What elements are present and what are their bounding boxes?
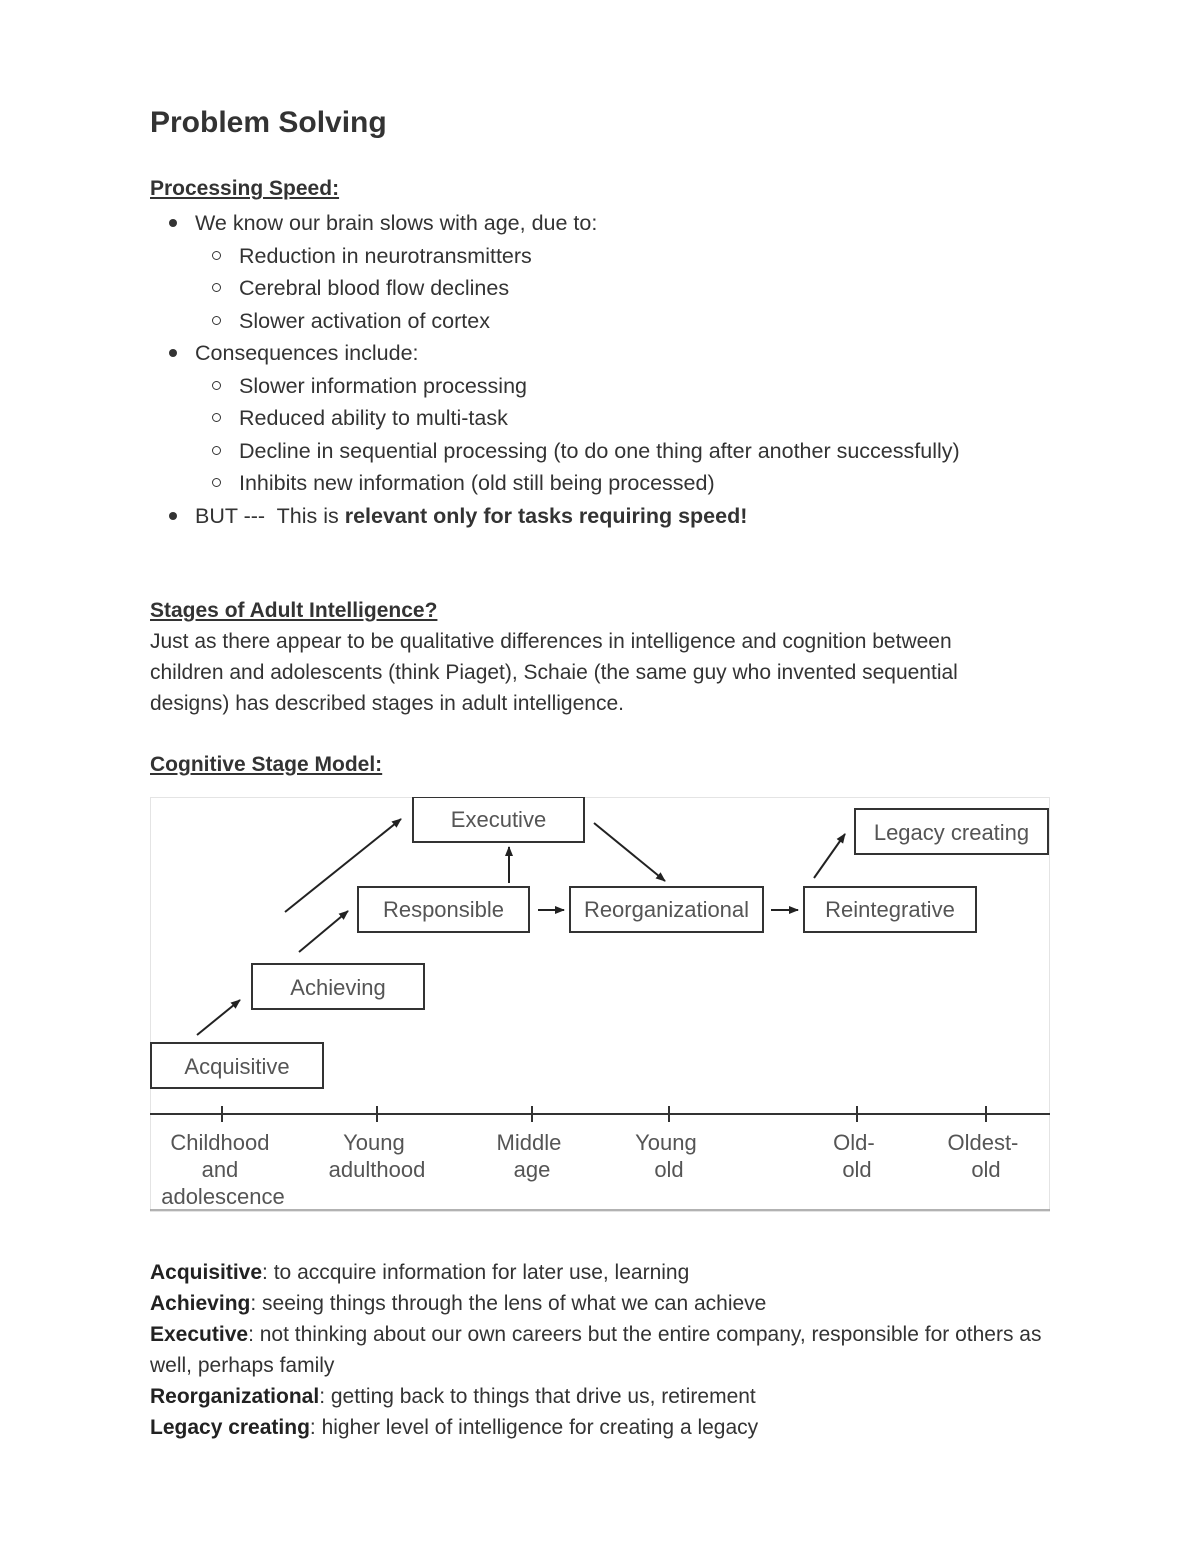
- list-subitem: Slower activation of cortex: [150, 305, 979, 338]
- but-prefix: BUT --- This is: [195, 503, 345, 528]
- arrow-achieving-to-responsible: [299, 911, 348, 952]
- definition-item: [150, 1257, 1050, 1288]
- definition-text: : to accquire information for later use, learning: [262, 1261, 690, 1284]
- age-axis: [150, 1106, 1050, 1209]
- stage-box-acquisitive: [151, 1043, 323, 1088]
- list-subitem: Reduced ability to multi-task: [150, 402, 979, 435]
- arrow-executive-to-reorganizational: [594, 823, 665, 881]
- cognitive-stage-diagram: [150, 797, 1050, 1212]
- list-subitem: Decline in sequential processing (to do one thing after another successfully): [150, 435, 979, 468]
- list-subitem: Slower information processing: [150, 370, 979, 403]
- definition-term: Acquisitive: [150, 1261, 263, 1284]
- definition-item: [150, 1412, 1050, 1443]
- definition-term: Achieving: [150, 1292, 251, 1315]
- definitions-list: [150, 1257, 1050, 1443]
- stage-label: Responsible: [382, 897, 505, 922]
- stages-paragraph: Just as there appear to be qualitative differences in intelligence and cognition between children and adolescents (think Piaget), Schaie (the same guy who invented sequential designs) has described stages in adult intelligence.: [150, 630, 958, 715]
- axis-label-middle-age: Middle age: [496, 1130, 562, 1182]
- stage-box-executive: [413, 797, 584, 842]
- definition-item: [150, 1319, 1050, 1381]
- cognitive-model-heading: Cognitive Stage Model:: [150, 753, 383, 776]
- stage-box-responsible: [358, 887, 529, 932]
- definition-text: : getting back to things that drive us, retirement: [319, 1385, 756, 1408]
- definition-term: Reorganizational: [150, 1385, 320, 1408]
- list-item: Consequences include:: [150, 337, 1050, 370]
- list-subitem: Reduction in neurotransmitters: [150, 240, 979, 273]
- but-emphasis: relevant only for tasks requiring speed!: [344, 503, 748, 528]
- stage-label: Reintegrative: [825, 897, 955, 922]
- stage-label: Acquisitive: [184, 1054, 290, 1079]
- axis-label-childhood: Childhood and adolescence: [161, 1130, 285, 1209]
- stages-heading: Stages of Adult Intelligence?: [150, 599, 438, 622]
- stage-label: Legacy creating: [873, 820, 1030, 845]
- stage-box-achieving: [252, 964, 424, 1009]
- definition-term: Legacy creating: [150, 1416, 310, 1439]
- list-subitem: Inhibits new information (old still being processed): [150, 467, 979, 500]
- list-item-but: [150, 500, 1050, 533]
- definition-text: : seeing things through the lens of what we can achieve: [250, 1292, 767, 1315]
- definition-item: [150, 1288, 1050, 1319]
- list-subitem: Cerebral blood flow declines: [150, 272, 979, 305]
- stage-label: Achieving: [290, 975, 386, 1000]
- page-title: Problem Solving: [150, 106, 387, 139]
- processing-speed-list: [150, 207, 1050, 532]
- stage-box-reintegrative: [804, 887, 976, 932]
- stage-label: Reorganizational: [583, 897, 750, 922]
- axis-label-young-adulthood: Young adulthood: [328, 1130, 426, 1182]
- definition-term: Executive: [150, 1323, 249, 1346]
- stage-box-reorganizational: [570, 887, 763, 932]
- stage-label: Executive: [450, 807, 547, 832]
- list-item: We know our brain slows with age, due to:: [150, 207, 1050, 240]
- processing-speed-heading: Processing Speed:: [150, 177, 340, 200]
- definition-text: : higher level of intelligence for creating a legacy: [309, 1416, 759, 1439]
- axis-label-young-old: Young old: [635, 1130, 697, 1182]
- axis-label-oldest-old: Oldest- old: [947, 1130, 1019, 1182]
- arrow-acquisitive-to-achieving: [197, 1000, 240, 1035]
- axis-label-old-old: Old- old: [833, 1130, 875, 1182]
- definition-text: : not thinking about our own careers but the entire company, responsible for others as well, perhaps family: [150, 1323, 1042, 1377]
- definition-item: [150, 1381, 1050, 1412]
- arrow-reintegrative-to-legacy: [814, 834, 845, 878]
- stage-box-legacy-creating: [855, 809, 1048, 854]
